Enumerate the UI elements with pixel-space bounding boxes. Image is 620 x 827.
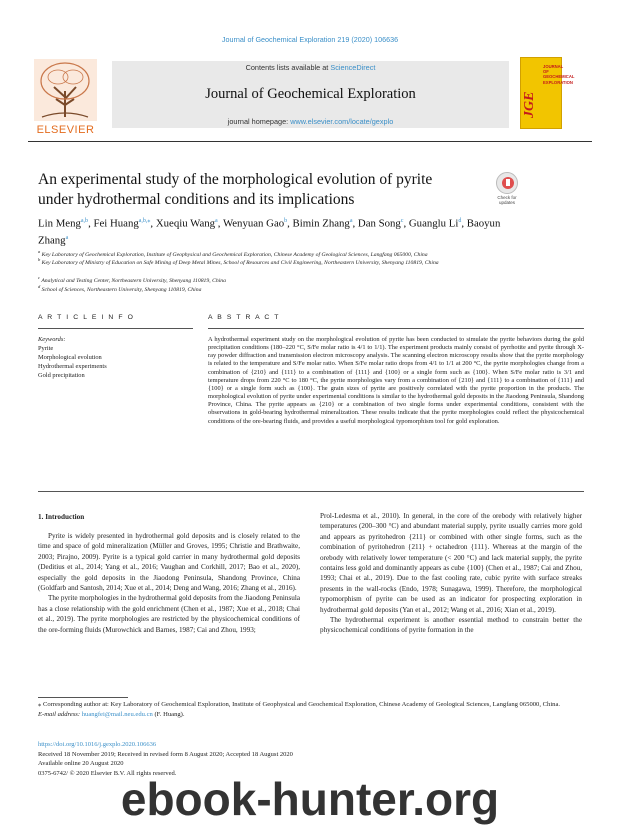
check-for-updates-label: Check for updates bbox=[497, 195, 517, 205]
author-affiliation-marker[interactable]: a,b,⁎ bbox=[138, 218, 151, 224]
author-name[interactable]: Baoyun Zhang bbox=[38, 217, 501, 247]
abstract-body: A hydrothermal experiment study on the morphological evolution of pyrite has been conducted to simulate the pyrite behaviors during the gold precipitation conditions (180–220 °C, S/Fe molar ratio is 4/1 to 1/1). The experiment products mainly consist of pyrrhotite and pyrite through X-ray powder diffraction and transmission electron microscopy analysis. The scanning electron microscopy results show that the pyrite morphology is related to the temperature and S/Fe molar ratio. When S/Fe molar ratio drops from 4/1 to 1/1 at 200 °C, the pyrite morphologies change from a combination of {210} and {111} to a combination of {111} and {100} or a single form such as {100}. When S/Fe molar ratio is 3/1 and temperature drops from 220 °C to 180 °C, the pyrite morphologies vary from a combination of {210} and {111} to a combination of {111} and {100} or a single form such as {100}. The grain sizes of pyrite are positively correlated with the pyrite proportion in the products. The morphological evolution of pyrite under experimental conditions is similar to the hydrothermal gold deposits in the Jiaodong Peninsula, Shandong Province, China. The pyrite appears as {210} or a combination of two single forms under experimental conditions, consistent with the observations in gold-bearing hydrothermal mineralization. These results indicate that the pyrite morphologies could reflect the physicochemical conditions of the ore-bearing fluids, and provides a useful morphological typomorphism tool for gold exploration. bbox=[208, 336, 584, 425]
body-right-column bbox=[320, 511, 582, 636]
author-affiliation-marker[interactable]: a bbox=[215, 218, 218, 224]
email-link[interactable]: huangfei@mail.neu.edu.cn bbox=[81, 710, 153, 718]
abstract-heading: A B S T R A C T bbox=[208, 314, 280, 321]
contents-prefix: Contents lists available at bbox=[245, 63, 329, 72]
footnote-rule bbox=[38, 697, 128, 698]
contents-line bbox=[112, 63, 509, 72]
corresponding-note: ⁎ Corresponding author at: Key Laboratory of Geochemical Exploration, Institute of Geophysical and Geochemical Exploration, Chinese Academy of Geological Sciences, Langfang 065000, China. bbox=[38, 701, 561, 708]
elsevier-wordmark: ELSEVIER bbox=[36, 124, 95, 136]
received-dates: Received 18 November 2019; Received in revised form 8 August 2020; Accepted 18 August 2020 bbox=[38, 750, 293, 758]
author-affiliation-marker[interactable]: a,b bbox=[80, 218, 89, 224]
sciencedirect-link[interactable]: ScienceDirect bbox=[330, 63, 376, 72]
keyword-item: Pyrite bbox=[38, 345, 54, 352]
watermark bbox=[0, 768, 620, 827]
author-name[interactable]: Xueqiu Wang bbox=[155, 217, 216, 230]
author-name[interactable]: Dan Song bbox=[357, 217, 401, 230]
author-name[interactable]: Bimin Zhang bbox=[292, 217, 350, 230]
body-paragraph: Pyrite is widely presented in hydrothermal gold deposits and is closely related to the time and space of gold mineralization (Müller and Groves, 1995; Christie and Brathwaite, 2003; Pirajno, 2009). Pyrite is a typical gold carrier in many hydrothermal gold deposits (Deditius et al., 2014; Yang et al., 2016; Vaughan and Corkhill, 2017; Bao et al., 2020), especially the gold deposits in the Jiaodong Peninsula, Shandong Province, China (Goldfarb and Santosh, 2014; Xue et al., 2014; Deng and Wang, 2016; Zhang et al., 2016). bbox=[38, 532, 300, 593]
watermark-text: ebook-hunter.org bbox=[120, 773, 500, 825]
article-title: An experimental study of the morphological evolution of pyrite under hydrothermal conditions and its implications bbox=[38, 171, 433, 208]
author-affiliation-marker[interactable]: a bbox=[349, 218, 353, 224]
homepage-link[interactable]: www.elsevier.com/locate/gexplo bbox=[290, 117, 394, 126]
author-affiliation-marker[interactable]: d bbox=[458, 218, 462, 224]
affiliation-c: $^c$ Analytical and Testing Center, Northeastern University, Shenyang 110819, China bbox=[38, 275, 226, 284]
homepage-prefix: journal homepage: bbox=[227, 117, 289, 126]
article-info-rule bbox=[38, 328, 193, 329]
email-line: E-mail address: huangfei@mail.neu.edu.cn (F. Huang). bbox=[38, 710, 185, 718]
header-rule bbox=[28, 141, 592, 142]
affiliation-b: $^b$ Key Laboratory of Ministry of Education on Safe Mining of Deep Metal Mines, School of Resources and Civil Engineering, Northeastern University, Shenyang 110819, China bbox=[38, 257, 439, 266]
author-affiliation-marker[interactable]: a bbox=[65, 234, 69, 241]
author-list: Lin Meng$^{a,b}$, Fei Huang$^{a,b,⁎}$, Xueqiu Wang$^a$, Wenyuan Gao$^b$, Bimin Zhang$^a$, Dan Song$^c$, Guanglu Li$^d$, Baoyun Zhang$^a$ bbox=[38, 217, 501, 247]
author-name[interactable]: Wenyuan Gao bbox=[222, 217, 285, 230]
abstract-rule bbox=[208, 328, 584, 329]
cover-title: JOURNAL OF GEOCHEMICAL EXPLORATION bbox=[543, 64, 575, 85]
body-left-column bbox=[38, 531, 300, 635]
check-for-updates-icon[interactable] bbox=[496, 172, 518, 194]
doi-link[interactable]: https://doi.org/10.1016/j.gexplo.2020.106636 bbox=[38, 741, 157, 748]
keyword-item: Gold precipitation bbox=[38, 372, 85, 379]
body-paragraph: Prol-Ledesma et al., 2010). In general, in the core of the orebody with relatively higher temperatures (200–300 °C) and abundant material supply, pyrite usually carries more gold and appears as pyritohedron {211} or combined with other single forms, such as the combination of pyritohedron {211} + octahedron {111}. Whereas at the margin of the orebody with relatively lower temperature (< 200 °C) and lack material supply, the pyrite contains less gold and dominantly appears as cube {100} (Chen et al., 1987; Cai and Zhou, 1993; Chai et al., 2019). Due to the fast cooling rate, cubic pyrite with surface streaks presents in the wall-rocks (Endo, 1978; Sunagawa, 1999). Therefore, the morphological typomorphism of pyrite can be used as an indicator for prospecting exploration in hydrothermal gold deposits (Yan et al., 2012; Wang et al., 2016; Xian et al., 2019). bbox=[320, 512, 582, 614]
author-name[interactable]: Lin Meng bbox=[38, 217, 81, 230]
journal-name: Journal of Geochemical Exploration bbox=[205, 86, 416, 102]
body-paragraph: The pyrite morphologies in the hydrothermal gold deposits from the Jiaodong Peninsula has a close relationship with the gold enrichment (Chen et al., 1987; Xue et al., 2018; Chai et al., 2019). The pyrite morphologies are restricted by the physicochemical conditions of the ore-forming fluids (Murowchick and Barnes, 1987; Cai and Zhou, 1993; bbox=[38, 594, 300, 634]
author-name[interactable]: Guanglu Li bbox=[408, 217, 459, 230]
affiliation-a: $^a$ Key Laboratory of Geochemical Exploration, Institute of Geophysical and Geochemical Exploration, Chinese Academy of Geological Sciences, Langfang 065000, China bbox=[38, 249, 428, 258]
body-paragraph: The hydrothermal experiment is another essential method to constrain better the physicochemical conditions of pyrite formation in the bbox=[320, 616, 582, 635]
affiliation-d: $^d$ School of Sciences, Northeastern University, Shenyang 110819, China bbox=[38, 284, 202, 293]
abstract-bottom-rule bbox=[38, 491, 584, 492]
elsevier-tree-logo bbox=[28, 57, 103, 131]
available-online: Available online 20 August 2020 bbox=[38, 760, 124, 767]
author-name[interactable]: Fei Huang bbox=[93, 217, 139, 230]
homepage-line bbox=[112, 117, 509, 126]
introduction-heading: 1. Introduction bbox=[38, 513, 85, 521]
keyword-item: Hydrothermal experiments bbox=[38, 363, 107, 370]
copyright-line: 0375-6742/ © 2020 Elsevier B.V. All rights reserved. bbox=[38, 769, 177, 777]
cover-abbrev: JGE bbox=[522, 91, 537, 118]
article-info-heading: A R T I C L E I N F O bbox=[38, 314, 135, 321]
keywords-label: Keywords: bbox=[38, 336, 66, 343]
corresponding-author-footnote bbox=[38, 700, 590, 719]
keyword-item: Morphological evolution bbox=[38, 354, 102, 361]
journal-citation-link[interactable]: Journal of Geochemical Exploration 219 (2020) 106636 bbox=[221, 35, 399, 44]
author-affiliation-marker[interactable]: b bbox=[284, 218, 288, 224]
author-affiliation-marker[interactable]: c bbox=[400, 218, 404, 224]
